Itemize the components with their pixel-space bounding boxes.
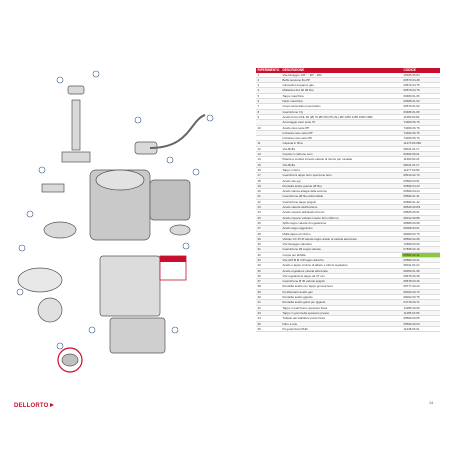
table-row [256, 114, 440, 119]
cell-ref: 7 [256, 104, 281, 109]
cell-desc: Rondella anello grande (Ø filo) [281, 183, 402, 188]
cell-desc: Guarnizione 7/g [281, 109, 402, 114]
cell-code: 08525.00.8/4 [402, 205, 440, 210]
cell-ref: 4 [256, 88, 281, 93]
cell-ref: 43 [256, 310, 281, 315]
cell-desc: Molla tappo al minimo [281, 231, 402, 236]
cell-desc: Vite fissaggio valvolina [281, 242, 402, 247]
cell-ref: 11 [256, 141, 281, 146]
cell-code: 09570.04.76 [402, 88, 440, 93]
cell-code: 74300.06.76 [402, 120, 440, 125]
cell-desc: Tappo in ferro [281, 167, 402, 172]
cell-desc: Anello cavo serie PP [281, 125, 402, 130]
table-row [256, 326, 440, 331]
cell-desc: Dado macchina [281, 99, 402, 104]
cell-ref: 17 [256, 173, 281, 178]
cell-desc: Filtro a rete [281, 321, 402, 326]
cell-desc: Vite Boffa [281, 162, 402, 167]
cell-code: 09486.01.80 [402, 109, 440, 114]
cell-desc: Kit guarnizioni PHR [281, 326, 402, 331]
cell-desc: Guarnizione (Ø filo) attrezzabile [281, 194, 402, 199]
cell-code: 08011.01.17 [402, 146, 440, 151]
cell-code: 09590.01.42 [402, 199, 440, 204]
cell-code: 74300.06.76 [402, 136, 440, 141]
cell-code: 08012.00.86 [402, 215, 440, 220]
cell-ref: 8 [256, 109, 281, 114]
cell-desc: Rondella anello con tappo gomma ferro [281, 284, 402, 289]
cell-desc: Mollettina fiss 66 (Ø filo) [281, 88, 402, 93]
cell-desc: Guarnizioni tappo ferro spezzone ferro [281, 173, 402, 178]
cell-ref: 25 [256, 215, 281, 220]
cell-code: 09580.00.21 [402, 257, 440, 262]
cell-ref: 40 [256, 295, 281, 300]
cell-code: 09590.01.41 [402, 194, 440, 199]
cell-code: 18025.05.84 [402, 73, 440, 78]
cell-code: 09777.00.23 [402, 284, 440, 289]
cell-code: 08011.02.10 [402, 263, 440, 268]
table-row [256, 236, 440, 241]
cell-ref: 1 [256, 73, 281, 78]
cell-code: 11448.00.31 [402, 326, 440, 331]
cell-desc: Vite fissaggio 135 ° - 90° - 360 [281, 73, 402, 78]
cell-code: 04715.00.71 [402, 300, 440, 305]
cell-ref: 30 [256, 242, 281, 247]
cell-desc: Guarnizione 09 coppa valvola [281, 247, 402, 252]
cell-desc: Anello coperto dell'anello di ferro [281, 210, 402, 215]
logo-text: DELLORTO [14, 403, 49, 409]
cell-desc: Vite ASTM Ø 4 Ø tappo attrezzo [281, 257, 402, 262]
cell-ref: 16 [256, 167, 281, 172]
cell-desc: Tappo in pell fresco spessore fresa [281, 305, 402, 310]
cell-ref: 27 [256, 226, 281, 231]
cell-code: 11490.60.23 [402, 157, 440, 162]
cell-code: 08310.02.70 [402, 173, 440, 178]
cell-ref: 5 [256, 93, 281, 98]
cell-desc: Inclusiva cavo serie RP [281, 130, 402, 135]
cell-code: 08675.00.48 [402, 273, 440, 278]
cell-desc: Vite Boffa [281, 146, 402, 151]
cell-code: 08590.06.05 [402, 316, 440, 321]
cell-ref: 9 [256, 114, 281, 119]
cell-desc: Tappo macchina [281, 93, 402, 98]
cell-code: 08685.00.08 [402, 220, 440, 225]
cell-desc: Spillo tappo valvola di regolazione [281, 220, 402, 225]
cell-desc: Anello e tappo minimo di albero e tubi di regolatore [281, 263, 402, 268]
cell-ref: 21 [256, 194, 281, 199]
logo-arrow-icon [50, 403, 54, 407]
cell-desc: Anello vite sgr [281, 178, 402, 183]
cell-ref: 39 [256, 289, 281, 294]
cell-ref: 26 [256, 220, 281, 225]
cell-desc: Vite regolazione tappo da 47 mm [281, 273, 402, 278]
cell-ref: 29 [256, 236, 281, 241]
cell-code: 74300.06.76 [402, 130, 440, 135]
cell-code: 11477.60.90 [402, 167, 440, 172]
cell-desc: Corpo accentrato pneumatico [281, 104, 402, 109]
cell-code: 08011.01.17 [402, 162, 440, 167]
cell-ref: 3 [256, 83, 281, 88]
cell-code: 08022.00.73 [402, 289, 440, 294]
dellorto-logo [14, 403, 54, 409]
cell-ref: 28 [256, 231, 281, 236]
cell-code: 74300.06.76 [402, 125, 440, 130]
cell-desc: Anello valvola distribuzione [281, 205, 402, 210]
cell-code: 09590.06.03 [402, 321, 440, 326]
cell-code: 07835.02.16 [402, 247, 440, 252]
cell-desc: Tubetto dei stabilisce ponte fresa [281, 316, 402, 321]
exploded-carburetor-diagram [0, 60, 232, 390]
cell-ref: 44 [256, 316, 281, 321]
cell-ref: 10 [256, 125, 281, 130]
cell-code: 09486.01.62 [402, 99, 440, 104]
cell-code: 09590.04.51 [402, 178, 440, 183]
col-header-ref: RIFERIMENTO [257, 68, 280, 72]
cell-ref: 37 [256, 279, 281, 284]
col-header-code: CODICE [402, 68, 440, 73]
cell-code: 08022.00.75 [402, 295, 440, 300]
cell-ref: 32 [256, 252, 281, 257]
cell-desc: Valvole CC 25 Ø valvole tappo anello di valvola attrezzata [281, 236, 402, 241]
cell-desc: Guarnizione tappo spigolo [281, 199, 402, 204]
table-row [256, 157, 440, 162]
cell-desc: Ancoraggio cavo serie 70 [281, 120, 402, 125]
cell-ref: 13 [256, 152, 281, 157]
cell-ref: 36 [256, 273, 281, 278]
cell-desc: Kit alberatori anello gas [281, 289, 402, 294]
cell-code: 09590.04.24 [402, 189, 440, 194]
cell-ref: 34 [256, 263, 281, 268]
cell-ref: 31 [256, 247, 281, 252]
cell-code: 08350.01.96 [402, 268, 440, 273]
cell-code: 11470.60.066 [402, 141, 440, 146]
cell-code: 09590.04.23 [402, 183, 440, 188]
col-header-desc: DESCRIZIONE [281, 68, 402, 73]
cell-code: 08008.03.01 [402, 226, 440, 231]
cell-desc: Piastra a modulo innesto valvole di ritorno per modelle [281, 157, 402, 162]
cell-ref: 41 [256, 300, 281, 305]
cell-code: 08590.02.08 [402, 236, 440, 241]
cell-code: 09570.04.75 [402, 83, 440, 88]
cell-ref: 35 [256, 268, 281, 273]
cell-desc: Rondella anello ganci per gigante [281, 300, 402, 305]
cell-desc: Anello regolatore valvola attrezzata [281, 268, 402, 273]
cell-code: 11485.00.99 [402, 310, 440, 315]
cell-desc: Rondella anello gigante [281, 295, 402, 300]
cell-code: 08525.00.01 [402, 210, 440, 215]
cell-desc: Guarnizione Ø 45 valvole spigolo [281, 279, 402, 284]
cell-desc: Anello coperto valvola innesto ferro (90mm) [281, 215, 402, 220]
cell-ref: 19 [256, 183, 281, 188]
cell-ref: 15 [256, 162, 281, 167]
cell-code: 09480.61.06 [402, 93, 440, 98]
cell-ref: 18 [256, 178, 281, 183]
parts-table-body [256, 73, 440, 332]
cell-ref: 33 [256, 257, 281, 262]
cell-ref: 46 [256, 326, 281, 331]
parts-table [256, 68, 440, 332]
cell-code: 14286.00.09 [402, 305, 440, 310]
cell-code: 09570.04.28 [402, 77, 440, 82]
cell-desc: Anello tappo aggiuntivo [281, 226, 402, 231]
cell-code: 08678.00.46 [402, 279, 440, 284]
cell-desc: Boffe tensione filo PP [281, 77, 402, 82]
cell-code: 09570.61.62 [402, 104, 440, 109]
diagram-svg [0, 60, 232, 390]
cell-code: 72808.00.06 [402, 242, 440, 247]
cell-ref: 20 [256, 189, 281, 194]
cell-desc: Anello fermo PHL 60 (Ø) 70 Ø0 (50) 55 (AL) Ø0 1250 1250 1080 1080 [281, 114, 402, 119]
cell-code: 06600.06.01 [402, 152, 440, 157]
cell-code: 09581.02.11 [402, 252, 440, 257]
cell-desc: Inclusiva cavo serie 89 [281, 136, 402, 141]
cell-ref: 14 [256, 157, 281, 162]
cell-code: 11480.60.82 [402, 114, 440, 119]
cell-ref: 38 [256, 284, 281, 289]
cell-ref: 45 [256, 321, 281, 326]
cell-desc: Capsula in fibra [281, 141, 402, 146]
cell-desc: Cupola in carbone nero [281, 152, 402, 157]
cell-ref: 24 [256, 210, 281, 215]
cell-ref: 42 [256, 305, 281, 310]
cell-code: 08009.00.76 [402, 231, 440, 236]
cell-ref: 2 [256, 77, 281, 82]
cell-ref: 6 [256, 99, 281, 104]
cell-desc: Coppa per farfalla [281, 252, 402, 257]
cell-ref: 22 [256, 199, 281, 204]
cell-desc: Anello stanca adagia della sezione [281, 189, 402, 194]
cell-ref: 23 [256, 205, 281, 210]
cell-desc: Tappo in gommetta spessore presso [281, 310, 402, 315]
cell-ref: 12 [256, 146, 281, 151]
page-number: 14 [429, 401, 434, 405]
cell-desc: Cannettino boyance gas [281, 83, 402, 88]
